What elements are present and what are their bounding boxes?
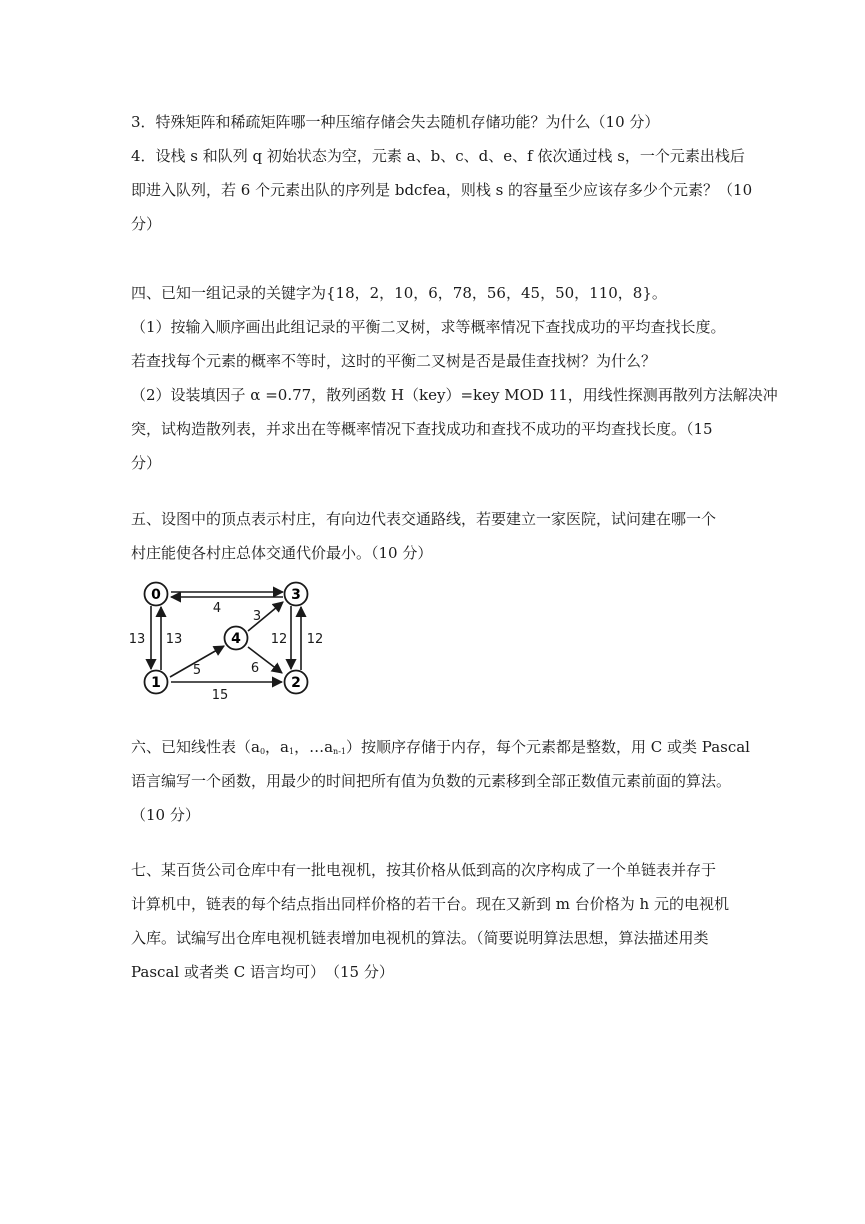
node-1 (145, 671, 168, 694)
weight-3-2: 12 (270, 632, 288, 647)
s6-pre: 六、已知线性表（a (131, 738, 260, 756)
weight-4-2: 6 (250, 661, 260, 676)
svg-text:4: 4 (231, 631, 241, 647)
village-graph (124, 572, 344, 706)
s7-line-4: Pascal 或者类 C 语言均可） （15 分） (131, 963, 394, 981)
s4-line-2: （1）按输入顺序画出此组记录的平衡二叉树，求等概率情况下查找成功的平均查找长度。 (131, 318, 726, 336)
s6-mid-2: ，…a (294, 738, 334, 756)
s6-sub-n: n-1 (333, 747, 346, 756)
node-3 (285, 583, 308, 606)
node-4 (225, 627, 248, 650)
s7-line-2: 计算机中，链表的每个结点指出同样价格的若干台。现在又新到 m 台价格为 h 元的电视机 (131, 895, 729, 913)
weight-1-4: 5 (192, 663, 202, 678)
svg-text:0: 0 (151, 587, 161, 603)
s5-line-1: 五、设图中的顶点表示村庄，有向边代表交通路线，若要建立一家医院，试问建在哪一个 (131, 510, 717, 528)
s7-line-3: 入库。试编写出仓库电视机链表增加电视机的算法。（简要说明算法思想，算法描述用类 (131, 929, 709, 947)
s4-line-6: 分） (131, 454, 162, 472)
node-0 (145, 583, 168, 606)
svg-text:2: 2 (291, 675, 301, 691)
s6-line-3: （10 分） (131, 806, 200, 824)
s4-line-4: （2）设装填因子 α =0.77，散列函数 H（key）=key MOD 11，用线性探测再散列方法解决冲 (131, 386, 778, 404)
s4-line-3: 若查找每个元素的概率不等时，这时的平衡二叉树是否是最佳查找树？为什么？ (131, 352, 657, 370)
s4-line-1: 四、已知一组记录的关键字为{18，2，10，6，78，56，45，50，110，8}。 (131, 284, 667, 302)
weight-4-3: 3 (252, 609, 262, 624)
weight-1-2: 15 (211, 688, 229, 703)
q4-line-1: 4．设栈 s 和队列 q 初始状态为空，元素 a、b、c、d、e、f 依次通过栈 s，一个元素出栈后 (131, 147, 745, 165)
s6-mid-1: ，a (265, 738, 289, 756)
q4-line-2: 即进入队列，若 6 个元素出队的序列是 bdcfea，则栈 s 的容量至少应该存多少个元素？（10 (131, 181, 753, 199)
q3-line: 3．特殊矩阵和稀疏矩阵哪一种压缩存储会失去随机存储功能？为什么（10 分） (131, 113, 660, 131)
s5-line-2: 村庄能使各村庄总体交通代价最小。（10 分） (131, 544, 433, 562)
weight-0-1: 13 (128, 632, 146, 647)
s6-post: ）按顺序存储于内存，每个元素都是整数，用 C 或类 Pascal (346, 738, 750, 756)
svg-text:1: 1 (151, 675, 161, 691)
s6-line-2: 语言编写一个函数，用最少的时间把所有值为负数的元素移到全部正数值元素前面的算法。 (131, 772, 732, 790)
s7-line-1: 七、某百货公司仓库中有一批电视机，按其价格从低到高的次序构成了一个单链表并存于 (131, 861, 717, 879)
weight-2-3: 12 (306, 632, 324, 647)
weight-1-0: 13 (165, 632, 183, 647)
s6-sub-0: 0 (259, 747, 266, 756)
q4-line-3: 分） (131, 215, 162, 233)
svg-text:3: 3 (291, 587, 301, 603)
weight-0-3: 4 (212, 601, 222, 616)
node-2 (285, 671, 308, 694)
s6-sub-1: 1 (289, 747, 295, 756)
s4-line-5: 突，试构造散列表，并求出在等概率情况下查找成功和查找不成功的平均查找长度。（15 (131, 420, 713, 438)
s6-line-1 (131, 736, 750, 763)
